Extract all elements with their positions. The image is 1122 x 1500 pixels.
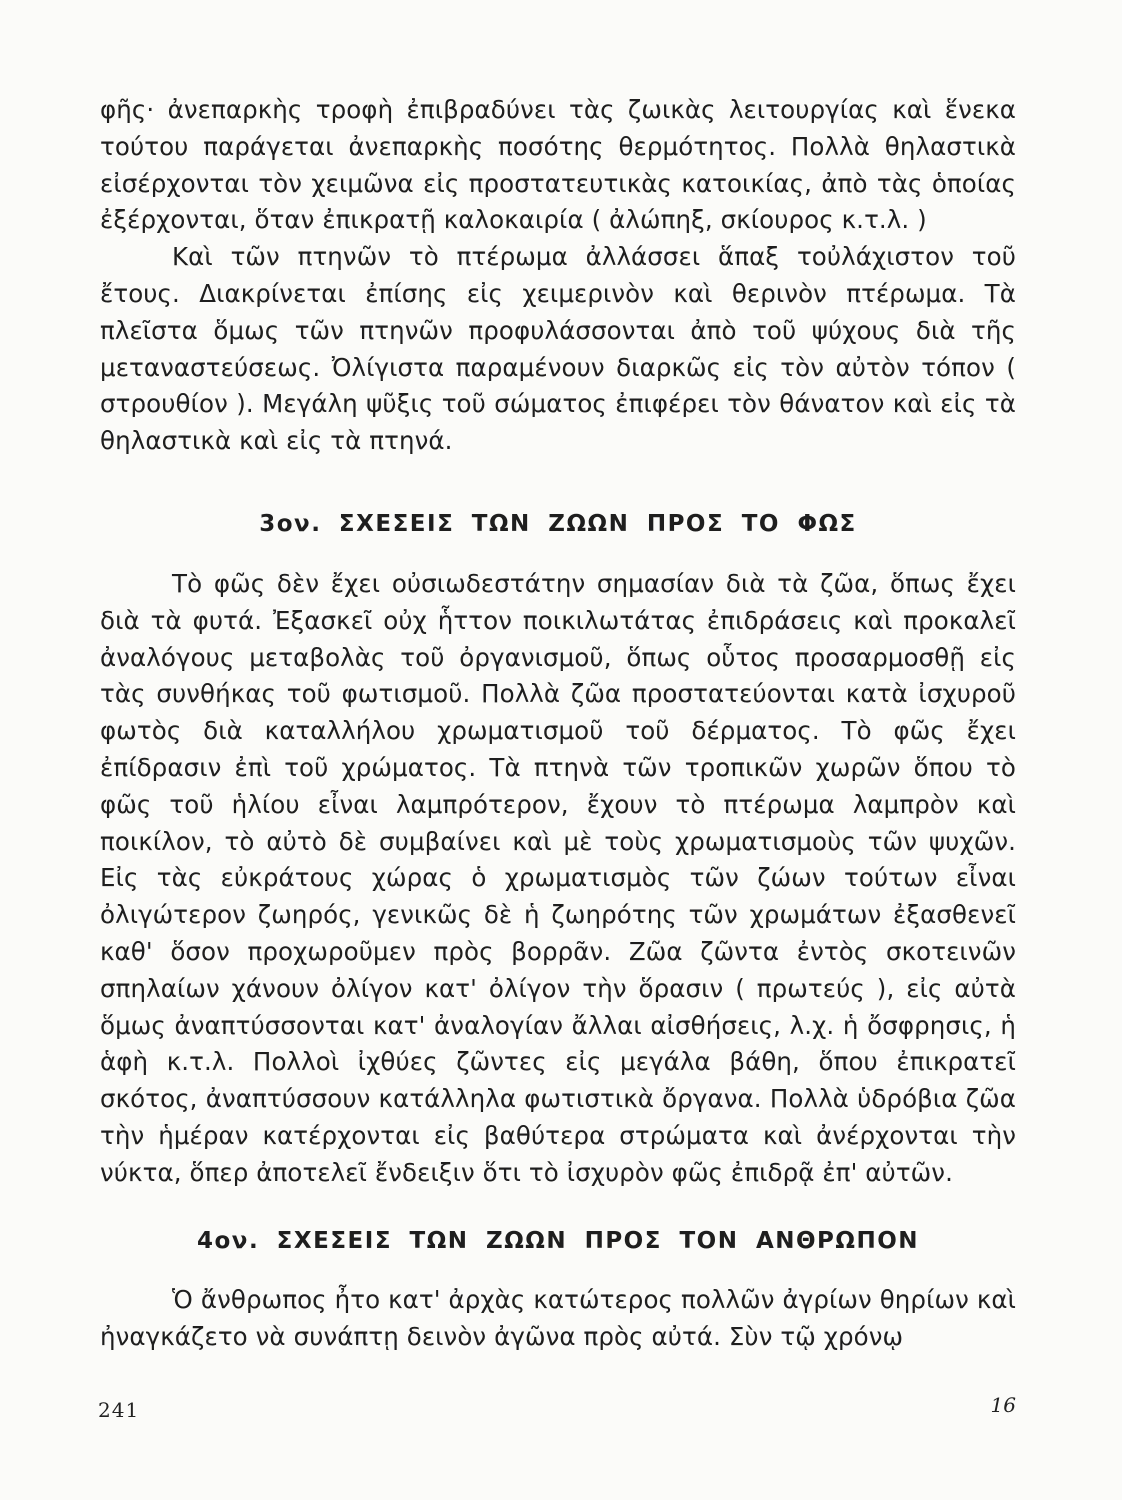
signature-mark: 241 [98, 1398, 140, 1422]
body-text-top [100, 92, 1016, 460]
paragraph-humans: Ὁ ἄνθρωπος ἦτο κατ' ἀρχὰς κατώτερος πολλῶν ἀγρίων θηρίων καὶ ἠναγκάζετο νὰ συνάπτῃ δεινὸν ἀγῶνα πρὸς αὐτά. Σὺν τῷ χρόνῳ [100, 1285, 1016, 1351]
section-heading-humans: 4ον. ΣΧΕΣΕΙΣ ΤΩΝ ΖΩΩΝ ΠΡΟΣ ΤΟΝ ΑΝΘΡΩΠΟΝ [196, 1228, 920, 1254]
body-text-humans [100, 1282, 1016, 1356]
paragraph-birds-plumage: Καὶ τῶν πτηνῶν τὸ πτέρωμα ἀλλάσσει ἅπαξ τοὐλάχιστον τοῦ ἔτους. Διακρίνεται ἐπίσης εἰς χειμερινὸν καὶ θερινὸν πτέρωμα. Τὰ πλεῖστα ὅμως τῶν πτηνῶν προφυλάσσονται ἀπὸ τοῦ ψύχους διὰ τῆς μεταναστεύσεως. Ὀλίγιστα παραμένουν διαρκῶς εἰς τὸν αὐτὸν τόπον ( στρουθίον ). Μεγάλη ψῦξις τοῦ σώματος ἐπιφέρει τὸν θάνατον καὶ εἰς τὰ θηλαστικὰ καὶ εἰς τὰ πτηνά. [100, 242, 1016, 456]
section-heading-light: 3ον. ΣΧΕΣΕΙΣ ΤΩΝ ΖΩΩΝ ΠΡΟΣ ΤΟ ΦΩΣ [259, 511, 857, 537]
paragraph-light-effects: Τὸ φῶς δὲν ἔχει οὐσιωδεστάτην σημασίαν διὰ τὰ ζῶα, ὅπως ἔχει διὰ τὰ φυτά. Ἐξασκεῖ οὐχ ἧττον ποικιλωτάτας ἐπιδράσεις καὶ προκαλεῖ ἀναλόγους μεταβολὰς τοῦ ὀργανισμοῦ, ὅπως οὗτος προσαρμοσθῇ εἰς τὰς συνθήκας τοῦ φωτισμοῦ. Πολλὰ ζῶα προστατεύονται κατὰ ἰσχυροῦ φωτὸς διὰ καταλλήλου χρωματισμοῦ τοῦ δέρματος. Τὸ φῶς ἔχει ἐπίδρασιν ἐπὶ τοῦ χρώματος. Τὰ πτηνὰ τῶν τροπικῶν χωρῶν ὅπου τὸ φῶς τοῦ ἡλίου εἶναι λαμπρότερον, ἔχουν τὸ πτέρωμα λαμπρὸν καὶ ποικίλον, τὸ αὐτὸ δὲ συμβαίνει καὶ μὲ τοὺς χρωματισμοὺς τῶν ψυχῶν. Εἰς τὰς εὐκράτους χώρας ὁ χρωματισμὸς τῶν ζώων τούτων εἶναι ὀλιγώτερον ζωηρός, γενικῶς δὲ ἡ ζωηρότης τῶν χρωμάτων ἐξασθενεῖ καθ' ὅσον προχωροῦμεν πρὸς βορρᾶν. Ζῶα ζῶντα ἐντὸς σκοτεινῶν σπηλαίων χάνουν ὀλίγον κατ' ὀλίγον τὴν ὅρασιν ( πρωτεύς ), εἰς αὐτὰ ὅμως ἀναπτύσσονται κατ' ἀναλογίαν ἄλλαι αἰσθήσεις, λ.χ. ἡ ὄσφρησις, ἡ ἁφὴ κ.τ.λ. Πολλοὶ ἰχθύες ζῶντες εἰς μεγάλα βάθη, ὅπου ἐπικρατεῖ σκότος, ἀναπτύσσουν κατάλληλα φωτιστικὰ ὄργανα. Πολλὰ ὑδρόβια ζῶα τὴν ἡμέραν κατέρχονται εἰς βαθύτερα στρώματα καὶ ἀνέρχονται τὴν νύκτα, ὅπερ ἀποτελεῖ ἔνδειξιν ὅτι τὸ ἰσχυρὸν φῶς ἐπιδρᾷ ἐπ' αὐτῶν. [100, 569, 1016, 1187]
paragraph-continuation: φῆς· ἀνεπαρκὴς τροφὴ ἐπιβραδύνει τὰς ζωικὰς λειτουργίας καὶ ἕνεκα τούτου παράγεται ἀνεπαρκὴς ποσότης θερμότητος. Πολλὰ θηλαστικὰ εἰσέρχονται τὸν χειμῶνα εἰς προστατευτικὰς κατοικίας, ἀπὸ τὰς ὁποίας ἐξέρχονται, ὅταν ἐπικρατῇ καλοκαιρία ( ἀλώπηξ, σκίουρος κ.τ.λ. ) [100, 95, 1016, 235]
page-number: 16 [990, 1393, 1016, 1417]
body-text-light [100, 566, 1016, 1192]
